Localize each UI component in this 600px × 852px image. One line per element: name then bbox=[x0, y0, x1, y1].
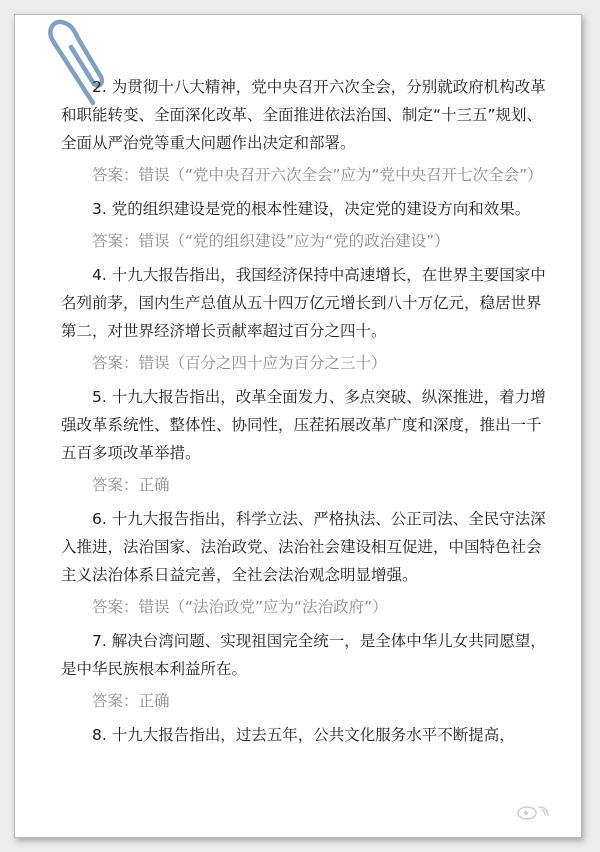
question-text: 8. 十九大报告指出，过去五年，公共文化服务水平不断提高， bbox=[92, 726, 515, 744]
answer-text: 答案：错误（“法治政党”应为“法治政府”） bbox=[92, 598, 388, 616]
question-text: 6. 十九大报告指出，科学立法、严格执法、公正司法、全民守法深入推进，法治国家、法治政党、法治社会建设相互促进，中国特色社会主义法治体系日益完善，全社会法治观念明显增强。 bbox=[61, 510, 546, 584]
question-text: 7. 解决台湾问题、实现祖国完全统一，是全体中华儿女共同愿望，是中华民族根本利益所在。 bbox=[61, 632, 546, 678]
answer-text: 答案：正确 bbox=[92, 692, 170, 710]
question-text: 5. 十九大报告指出，改革全面发力、多点突破、纵深推进，着力增强改革系统性、整体性、协同性，压茬拓展改革广度和深度，推出一千五百多项改革举措。 bbox=[61, 388, 546, 462]
quiz-item-7 bbox=[61, 627, 551, 715]
quiz-item-8 bbox=[61, 721, 551, 749]
question-text: 3. 党的组织建设是党的根本性建设，决定党的建设方向和效果。 bbox=[92, 200, 531, 218]
question-text: 2. 为贯彻十八大精神，党中央召开六次全会，分别就政府机构改革和职能转变、全面深化改革、全面推进依法治国、制定“十三五”规划、全面从严治党等重大问题作出决定和部署。 bbox=[61, 78, 546, 152]
quiz-item-5 bbox=[61, 383, 551, 499]
question-text: 4. 十九大报告指出，我国经济保持中高速增长，在世界主要国家中名列前茅，国内生产总值从五十四万亿元增长到八十万亿元，稳居世界第二，对世界经济增长贡献率超过百分之四十。 bbox=[61, 266, 546, 340]
watermark-icon bbox=[515, 803, 555, 821]
quiz-content bbox=[61, 73, 551, 753]
answer-text: 答案：错误（百分之四十应为百分之三十） bbox=[92, 354, 387, 372]
paper-sheet bbox=[14, 14, 582, 838]
quiz-item-2 bbox=[61, 73, 551, 189]
answer-text: 答案：错误（“党中央召开六次全会”应为“党中央召开七次全会”） bbox=[92, 166, 543, 184]
answer-text: 答案：错误（“党的组织建设”应为“党的政治建设”） bbox=[92, 232, 450, 250]
quiz-item-3 bbox=[61, 195, 551, 255]
quiz-item-6 bbox=[61, 505, 551, 621]
answer-text: 答案：正确 bbox=[92, 476, 170, 494]
quiz-item-4 bbox=[61, 261, 551, 377]
